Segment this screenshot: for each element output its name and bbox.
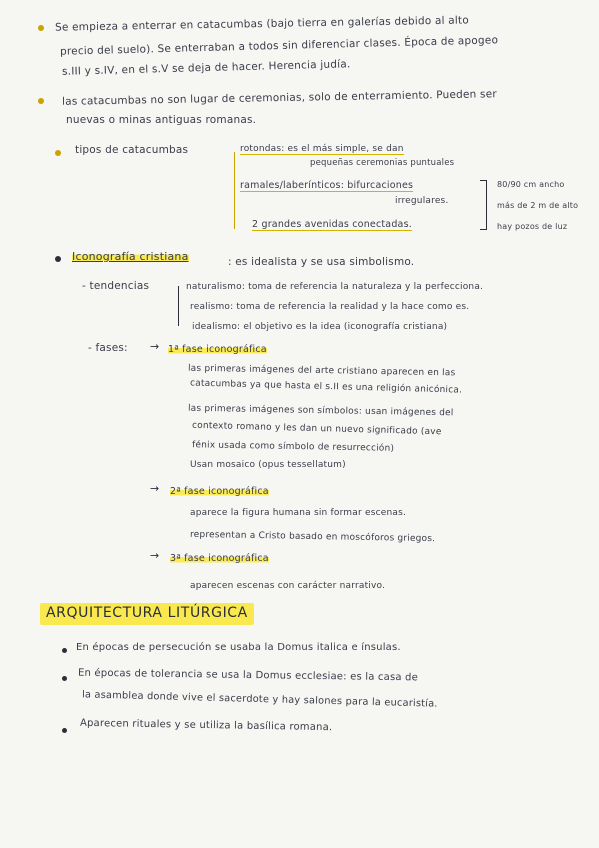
- bullet-icon: [55, 256, 61, 262]
- arq-line: En épocas de persecución se usaba la Domus italica e ínsulas.: [76, 642, 401, 653]
- arrow-icon: →: [150, 340, 160, 353]
- fases-label: - fases:: [88, 342, 128, 354]
- fase-item: Usan mosaico (opus tessellatum): [190, 460, 346, 470]
- note-line: precio del suelo). Se enterraban a todos sin diferenciar clases. Época de apogeo: [59, 34, 499, 58]
- bullet-icon: [62, 676, 67, 681]
- bullet-icon: [55, 150, 61, 156]
- side-note: más de 2 m de alto: [497, 201, 579, 210]
- arrow-icon: →: [150, 482, 160, 495]
- tipo-rotondas-desc: pequeñas ceremonias puntuales: [310, 158, 455, 168]
- iconografia-desc: : es idealista y se usa simbolismo.: [228, 256, 415, 268]
- tipo-ramales: ramales/laberínticos: bifurcaciones: [240, 180, 414, 191]
- arrow-icon: →: [150, 549, 160, 562]
- bullet-icon: [62, 648, 67, 653]
- note-line: Se empieza a enterrar en catacumbas (bajo tierra en galerías debido al alto: [54, 14, 470, 34]
- tipo-ramales-desc: irregulares.: [395, 196, 449, 206]
- side-note: 80/90 cm ancho: [497, 180, 565, 189]
- arq-line: Aparecen rituales y se utiliza la basílica romana.: [79, 717, 333, 734]
- tipo-rotondas: rotondas: es el más simple, se dan: [240, 144, 404, 154]
- fase-item: contexto romano y les dan un nuevo significado (ave: [191, 420, 442, 438]
- fase-item: fénix usada como símbolo de resurrección): [191, 440, 395, 454]
- tipo-grandes: 2 grandes avenidas conectadas.: [252, 219, 412, 230]
- fase-item: aparece la figura humana sin formar escenas.: [190, 508, 407, 518]
- tipos-label: tipos de catacumbas: [75, 144, 189, 156]
- iconografia-title: Iconografía cristiana: [72, 250, 189, 263]
- arq-line: la asamblea donde vive el sacerdote y hay salones para la eucaristía.: [81, 689, 438, 710]
- brace: [178, 286, 179, 326]
- tendencias-label: - tendencias: [82, 280, 150, 292]
- bullet-icon: [38, 25, 44, 31]
- bullet-icon: [38, 98, 44, 104]
- brace: [234, 152, 235, 229]
- arq-line: En épocas de tolerancia se usa la Domus ecclesiae: es la casa de: [77, 667, 419, 684]
- note-line: s.III y s.IV, en el s.V se deja de hacer. Herencia judía.: [61, 58, 351, 78]
- fase1-title: 1ª fase iconográfica: [168, 344, 267, 355]
- fase-item: las primeras imágenes son símbolos: usan imágenes del: [187, 403, 454, 419]
- fase-item: representan a Cristo basado en moscóforos griegos.: [189, 529, 436, 545]
- fase-item: aparecen escenas con carácter narrativo.: [190, 581, 386, 591]
- fase2-title: 2ª fase iconográfica: [170, 486, 269, 497]
- bullet-icon: [62, 728, 67, 733]
- tendencia-realismo: realismo: toma de referencia la realidad y la hace como es.: [190, 302, 470, 312]
- tendencia-naturalismo: naturalismo: toma de referencia la naturaleza y la perfecciona.: [186, 282, 484, 292]
- right-bracket: [480, 180, 487, 230]
- fase-item: catacumbas ya que hasta el s.II es una religión anicónica.: [189, 378, 463, 396]
- note-line: nuevas o minas antiguas romanas.: [66, 114, 257, 126]
- fase3-title: 3ª fase iconográfica: [170, 553, 269, 564]
- fase-item: las primeras imágenes del arte cristiano aparecen en las: [187, 363, 456, 379]
- note-line: las catacumbas no son lugar de ceremonias, solo de enterramiento. Pueden ser: [61, 88, 497, 108]
- section-title: ARQUITECTURA LITÚRGICA: [40, 603, 254, 625]
- side-note: hay pozos de luz: [497, 222, 568, 231]
- tendencia-idealismo: idealismo: el objetivo es la idea (iconografía cristiana): [192, 322, 448, 332]
